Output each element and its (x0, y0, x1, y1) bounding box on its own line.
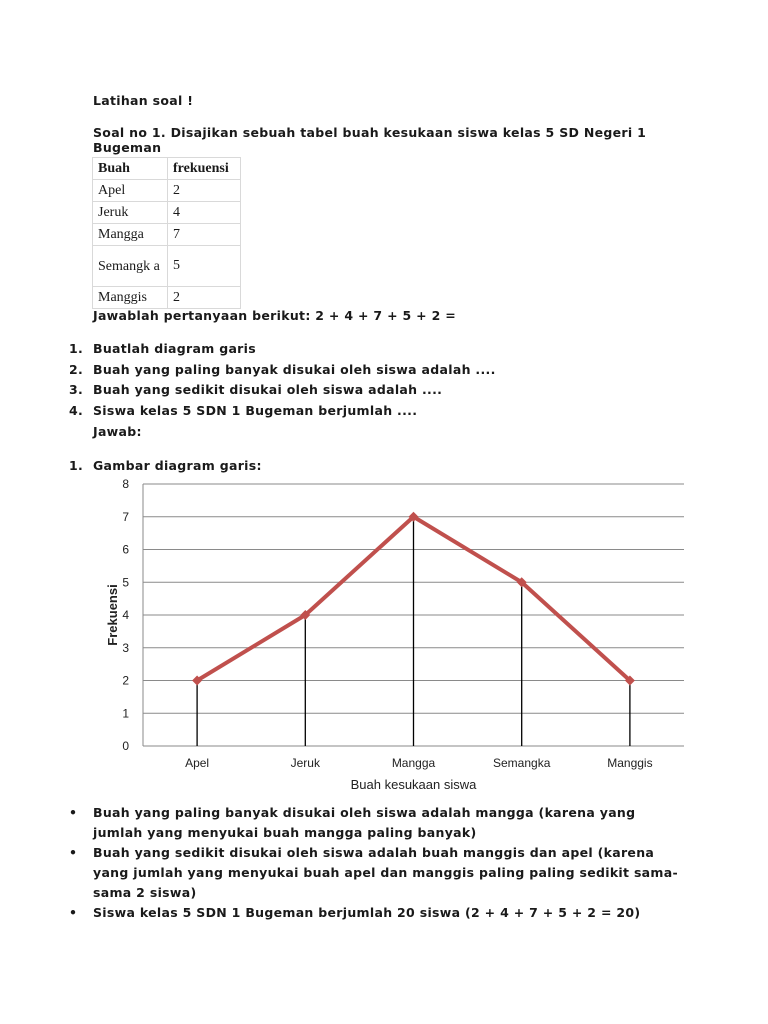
list-text: Buah yang paling banyak disukai oleh siswa adalah .... (93, 361, 496, 377)
table-cell-count: 7 (168, 224, 241, 246)
y-tick-label: 4 (122, 608, 129, 622)
answer-bullet-list (69, 803, 679, 923)
table-cell-count: 2 (168, 287, 241, 309)
bullet-icon: • (69, 845, 78, 860)
x-tick-label: Apel (185, 756, 210, 770)
list-number: 1. (69, 341, 84, 356)
question-text: Jawablah pertanyaan berikut: 2 + 4 + 7 + 5 + 2 = (93, 308, 456, 323)
list-text: Buah yang sedikit disukai oleh siswa adalah .... (93, 382, 443, 397)
table-cell-fruit: Apel (93, 180, 168, 202)
list-number: 3. (69, 382, 84, 397)
y-axis-ticks (122, 477, 129, 753)
table-cell-fruit: Mangga (93, 224, 168, 246)
list-number: 2. (69, 361, 84, 377)
intro-text: Soal no 1. Disajikan sebuah tabel buah kesukaan siswa kelas 5 SD Negeri 1 Bugeman (93, 125, 647, 155)
table-cell-count: 2 (168, 180, 241, 202)
bullet-icon: • (69, 805, 78, 820)
list-text: Buatlah diagram garis (93, 341, 256, 356)
list-item (69, 843, 679, 903)
table-cell-fruit: Manggis (93, 287, 168, 309)
list-text: Buah yang sedikit disukai oleh siswa adalah buah manggis dan apel (karena yang jumlah yang menyukai buah apel dan manggis paling paling sedikit sama-sama 2 siswa) (93, 845, 678, 900)
y-tick-label: 2 (122, 673, 129, 688)
y-tick-label: 3 (122, 640, 129, 655)
list-item (69, 803, 679, 843)
table-cell-count: 4 (168, 202, 241, 224)
bullet-icon: • (69, 905, 78, 920)
list-text: Buah yang paling banyak disukai oleh siswa adalah mangga (karena yang jumlah yang menyukai buah mangga paling banyak) (93, 805, 636, 840)
list-number: 1. (69, 458, 84, 473)
table-header-frekuensi: frekuensi (168, 158, 241, 180)
x-axis-ticks (185, 756, 652, 770)
list-text: Siswa kelas 5 SDN 1 Bugeman berjumlah 20 siswa (2 + 4 + 7 + 5 + 2 = 20) (93, 905, 641, 920)
table-cell-fruit: Semangk a (93, 246, 168, 287)
x-axis-label: Buah kesukaan siswa (350, 777, 477, 792)
y-axis-label: Frekuensi (105, 584, 120, 646)
y-tick-label: 6 (122, 542, 129, 557)
list-item (69, 903, 679, 923)
y-tick-label: 0 (122, 739, 129, 753)
x-tick-label: Mangga (391, 756, 436, 770)
table-header-buah: Buah (93, 158, 168, 180)
x-tick-label: Jeruk (290, 756, 320, 770)
chart-drop-lines (197, 517, 630, 746)
x-tick-label: Semangka (493, 756, 551, 770)
list-text: Siswa kelas 5 SDN 1 Bugeman berjumlah .... (93, 402, 418, 418)
y-tick-label: 5 (122, 575, 129, 590)
list-number: 4. (69, 402, 84, 418)
table-cell-count: 5 (168, 246, 241, 287)
table-cell-fruit: Jeruk (93, 202, 168, 224)
x-tick-label: Manggis (607, 756, 653, 770)
y-tick-label: 7 (122, 509, 129, 524)
y-tick-label: 8 (122, 477, 129, 491)
answer-heading: Jawab: (93, 424, 142, 439)
y-tick-label: 1 (122, 706, 129, 721)
page-title: Latihan soal ! (93, 93, 194, 108)
list-text: Gambar diagram garis: (93, 458, 262, 473)
